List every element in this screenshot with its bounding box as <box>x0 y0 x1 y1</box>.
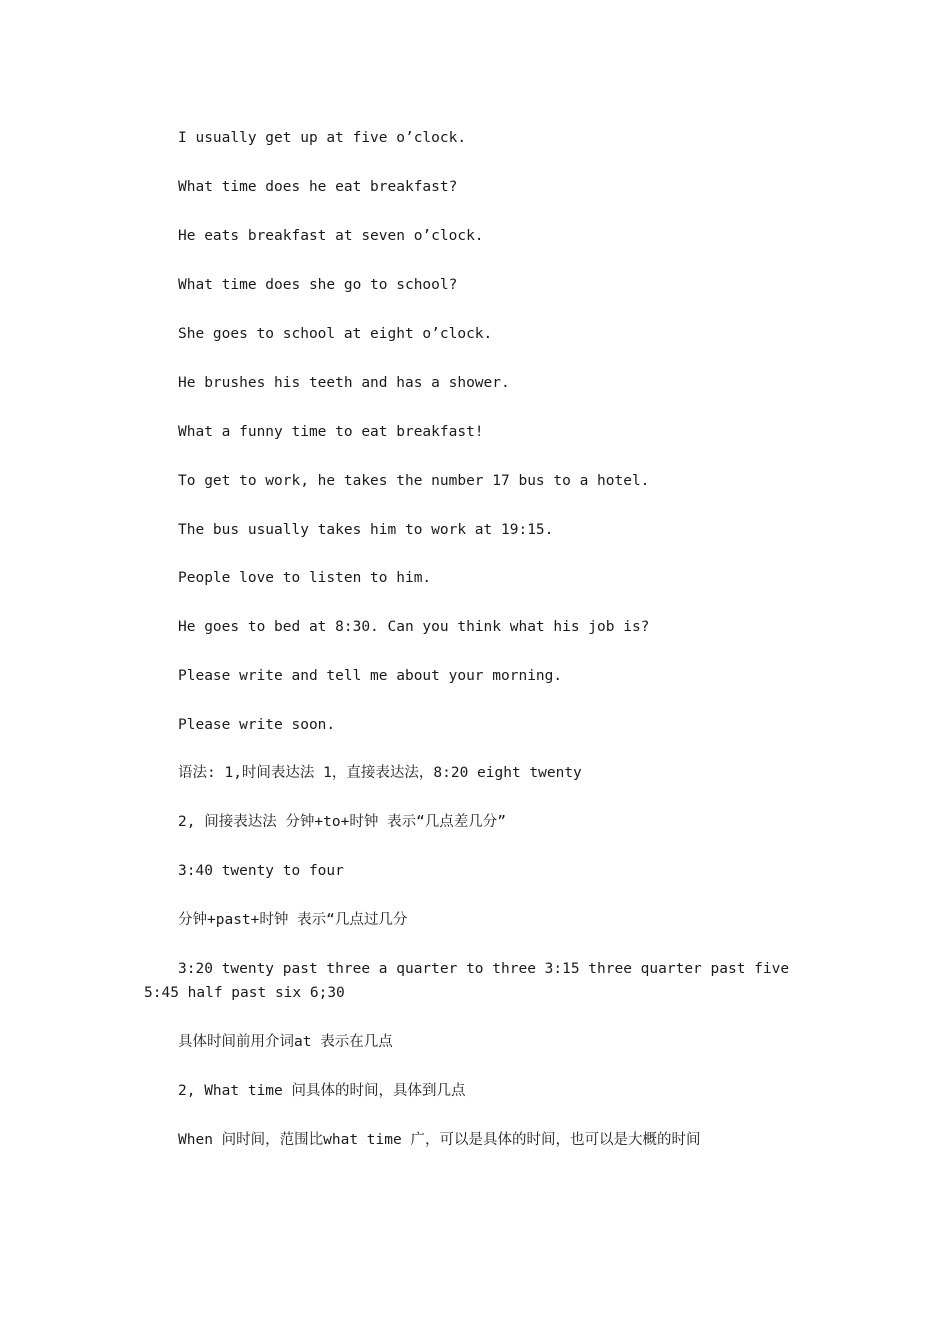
text-line: 2, What time 问具体的时间，具体到几点 <box>178 1083 466 1099</box>
text-line: He brushes his teeth and has a shower. <box>178 375 510 391</box>
grammar-heading: 语法: 1,时间表达法 1，直接表达法，8:20 eight twenty <box>178 765 582 781</box>
text-line: Please write and tell me about your morning. <box>178 668 563 684</box>
text-line: 3:40 twenty to four <box>178 863 344 879</box>
text-line: What time does she go to school? <box>178 277 458 293</box>
text-line: What a funny time to eat breakfast! <box>178 424 484 440</box>
text-line: To get to work, he takes the number 17 bus to a hotel. <box>178 473 650 489</box>
text-line: People love to listen to him. <box>178 570 432 586</box>
text-line: I usually get up at five o’clock. <box>178 130 467 146</box>
text-line: When 问时间，范围比what time 广，可以是具体的时间，也可以是大概的时间 <box>178 1132 701 1148</box>
text-line: He eats breakfast at seven o’clock. <box>178 228 484 244</box>
text-line: 2, 间接表达法 分钟+to+时钟 表示“几点差几分” <box>178 814 507 830</box>
text-line: Please write soon. <box>178 717 336 733</box>
text-line: He goes to bed at 8:30. Can you think what his job is? <box>178 619 650 635</box>
text-line: 具体时间前用介词at 表示在几点 <box>178 1034 393 1050</box>
text-line: What time does he eat breakfast? <box>178 179 458 195</box>
text-line: She goes to school at eight o’clock. <box>178 326 493 342</box>
text-line: 分钟+past+时钟 表示“几点过几分 <box>178 912 408 928</box>
text-line: The bus usually takes him to work at 19:15. <box>178 522 554 538</box>
text-paragraph-wrapped: 3:20 twenty past three a quarter to three 3:15 three quarter past five 5:45 half past six 6;30 <box>144 961 790 1001</box>
